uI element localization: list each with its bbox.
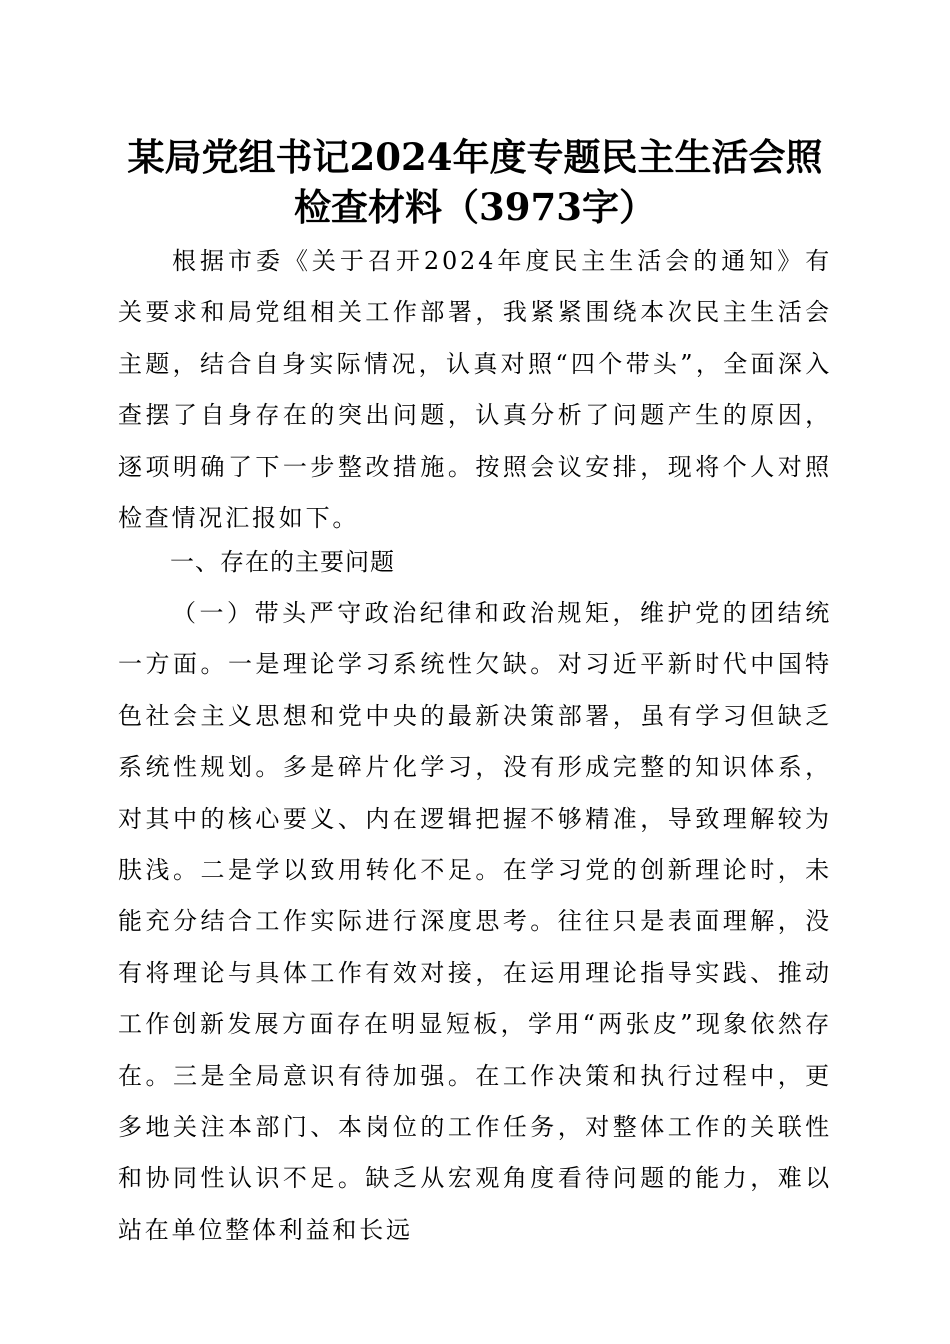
section-paragraph-1: （一）带头严守政治纪律和政治规矩，维护党的团结统一方面。一是理论学习系统性欠缺。对习近平新时代中国特色社会主义思想和党中央的最新决策部署，虽有学习但缺乏系统性规划。多是碎片化学习，没有形成完整的知识体系，对其中的核心要义、内在逻辑把握不够精准，导致理解较为肤浅。二是学以致用转化不足。在学习党的创新理论时，未能充分结合工作实际进行深度思考。往往只是表面理解，没有将理论与具体工作有效对接，在运用理论指导实践、推动工作创新发展方面存在明显短板，学用“两张皮”现象依然存在。三是全局意识有待加强。在工作决策和执行过程中，更多地关注本部门、本岗位的工作任务，对整体工作的关联性和协同性认识不足。缺乏从宏观角度看待问题的能力，难以站在单位整体利益和长远 <box>118 599 832 1244</box>
section-heading-1: 一、存在的主要问题 <box>170 548 395 576</box>
intro-paragraph: 根据市委《关于召开2024年度民主生活会的通知》有关要求和局党组相关工作部署，我紧紧围绕本次民主生活会主题，结合自身实际情况，认真对照“四个带头”，全面深入查摆了自身存在的突出问题，认真分析了问题产生的原因，逐项明确了下一步整改措施。按照会议安排，现将个人对照检查情况汇报如下。 <box>118 247 832 533</box>
document-title: 某局党组书记2024年度专题民主生活会照检查材料（3973字） <box>127 135 823 229</box>
